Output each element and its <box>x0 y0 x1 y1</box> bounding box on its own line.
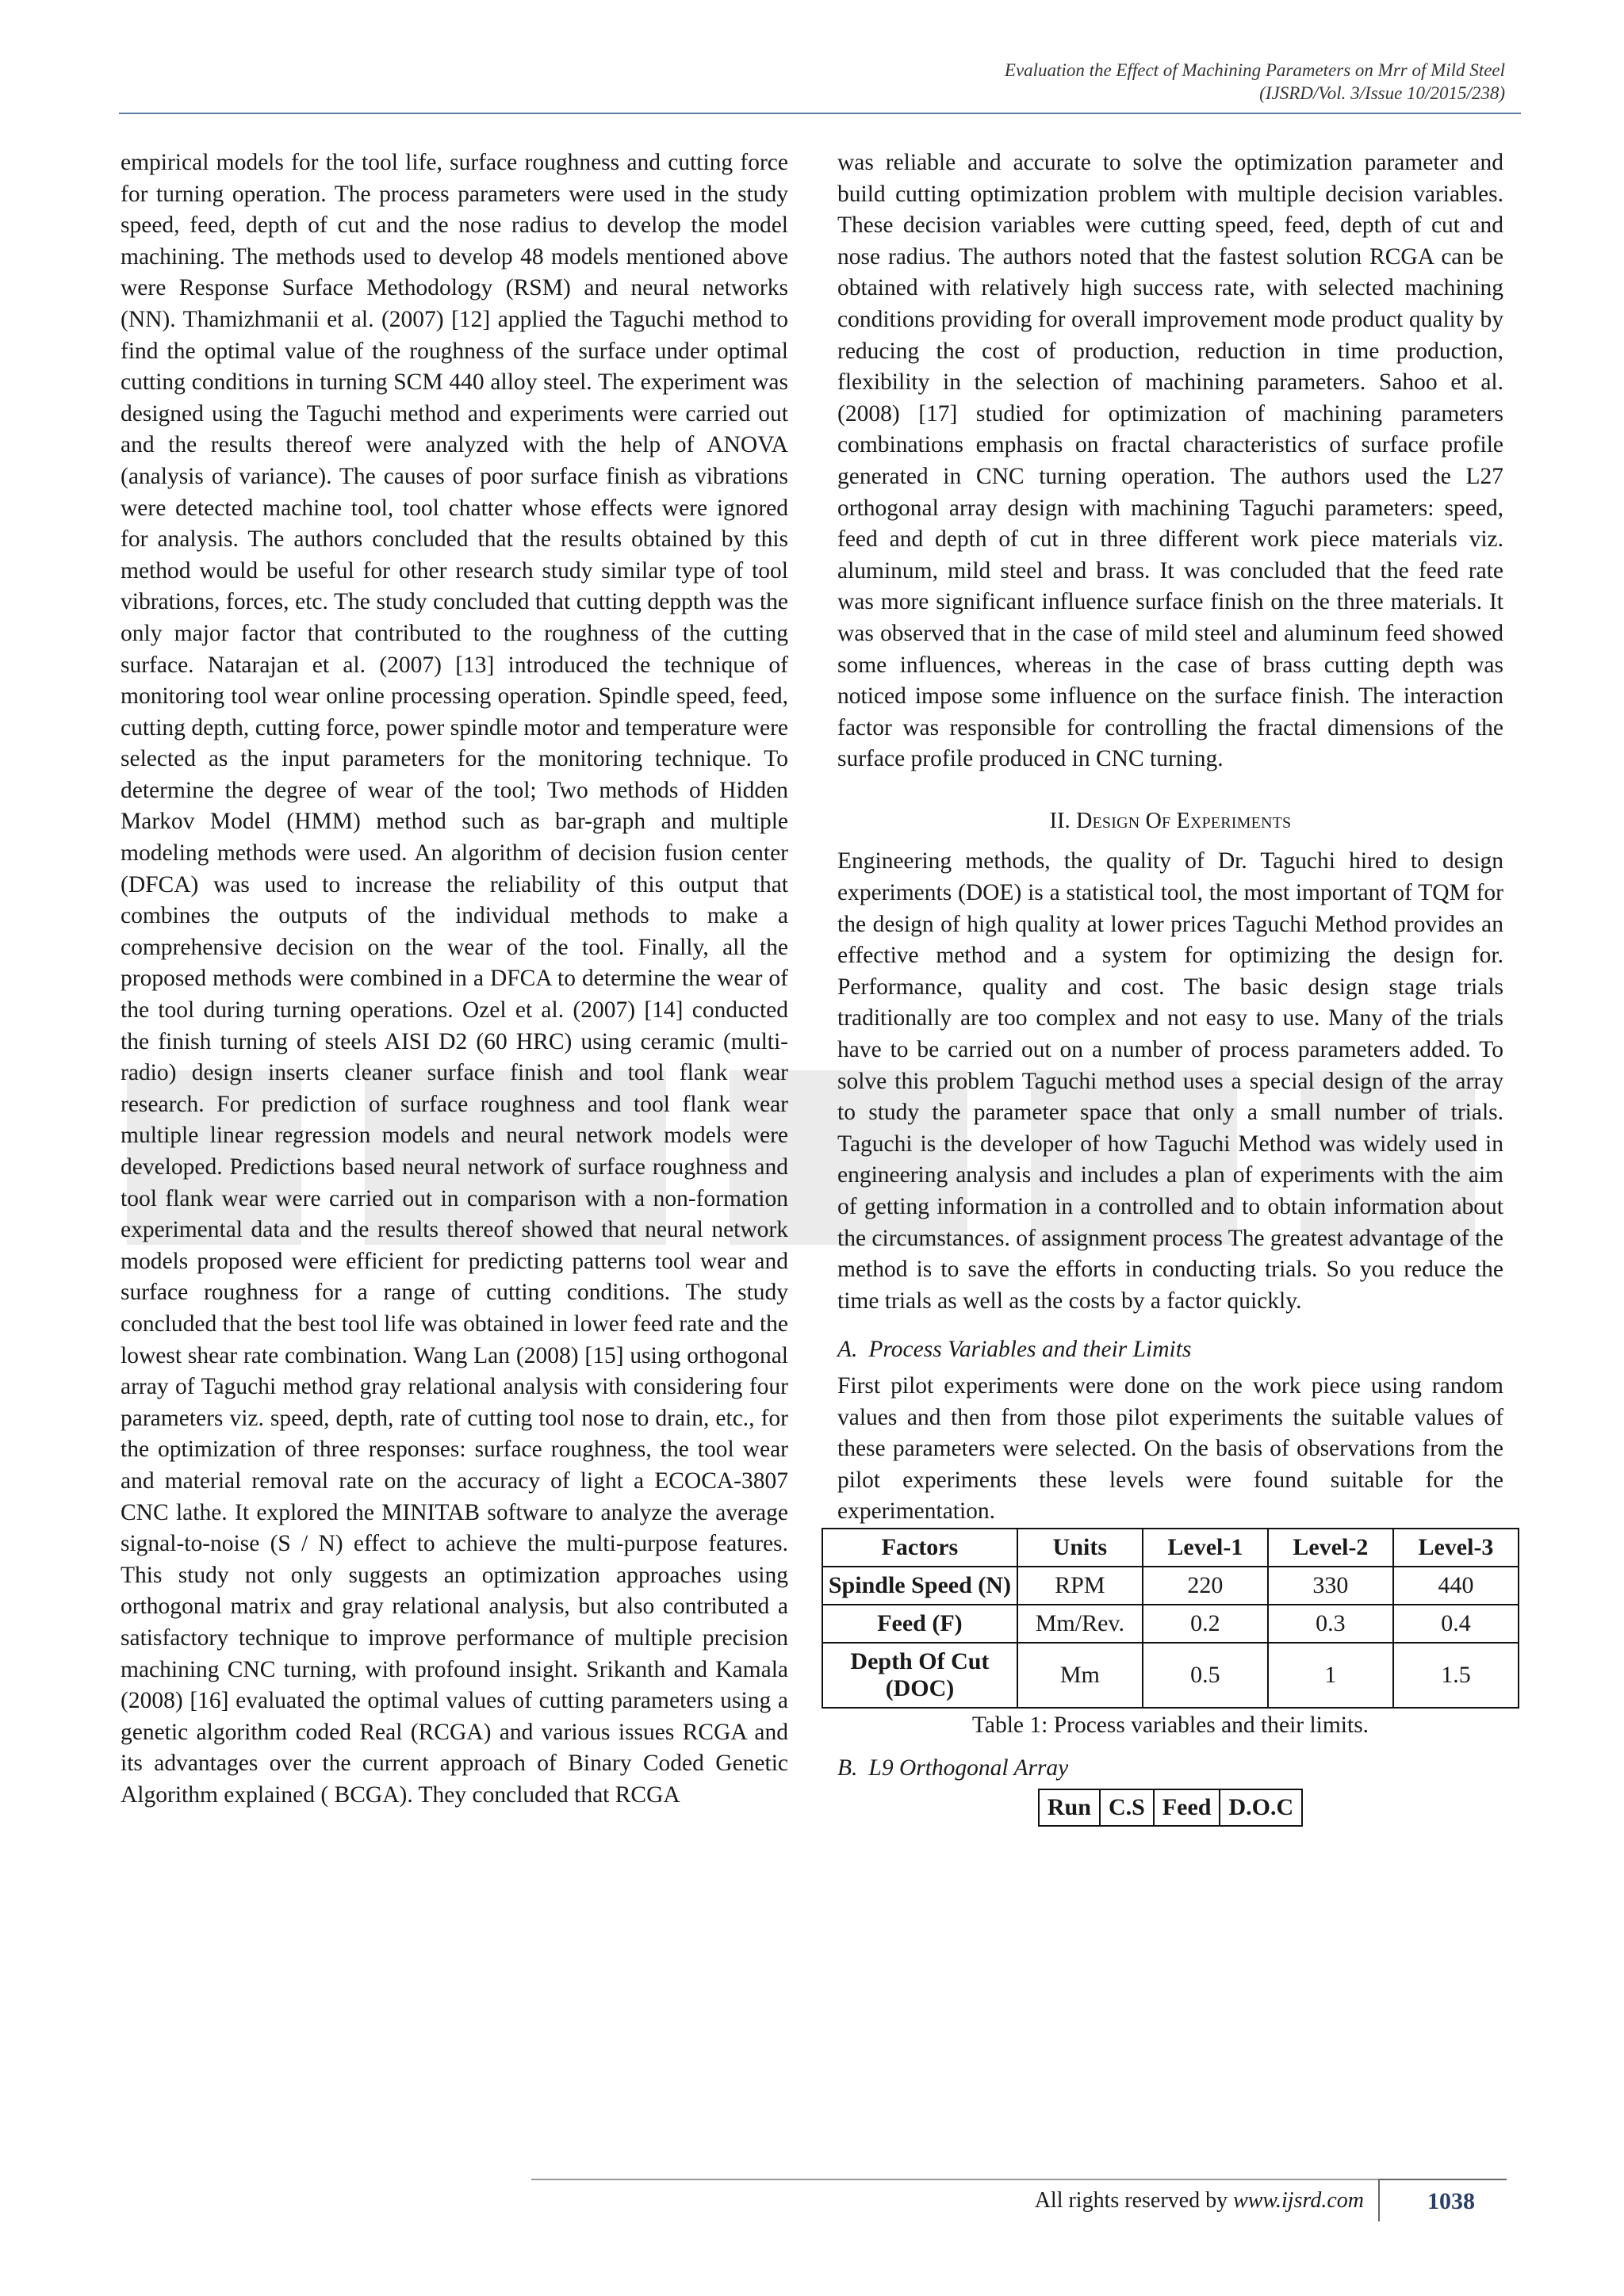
page-number: 1038 <box>1427 2188 1475 2214</box>
subsection-title: L9 Orthogonal Array <box>868 1755 1069 1781</box>
header-title: Evaluation the Effect of Machining Parameters on Mrr of Mild Steel <box>1004 60 1505 80</box>
section-title: Design Of Experiments <box>1076 808 1292 833</box>
right-column <box>828 147 1503 1827</box>
table-caption: Table 1: Process variables and their limits. <box>971 1712 1369 1738</box>
table-row <box>822 1643 1519 1708</box>
header-divider <box>119 113 1521 114</box>
subsection-label: B. <box>837 1755 858 1781</box>
table-row <box>822 1605 1519 1643</box>
table-cell: 220 <box>1143 1567 1268 1605</box>
table-header-cell: Level-3 <box>1393 1529 1519 1567</box>
table-header-row <box>1039 1789 1302 1826</box>
table-cell: Spindle Speed (N) <box>822 1567 1017 1605</box>
table-header-cell: Feed <box>1154 1789 1220 1826</box>
table-header-cell: D.O.C <box>1220 1789 1302 1826</box>
running-header <box>119 59 1505 105</box>
orthogonal-array-table <box>1038 1789 1303 1827</box>
process-variables-table <box>822 1528 1519 1709</box>
site-link[interactable]: www.ijsrd.com <box>1233 2188 1364 2213</box>
table-cell: 1.5 <box>1393 1643 1519 1708</box>
left-column <box>121 147 788 1811</box>
subsection-heading-a <box>837 1334 1503 1366</box>
body-paragraph: Engineering methods, the quality of Dr. Taguchi hired to design experiments (DOE) is a statistical tool, the most important of TQM for the design of high quality at lower prices Taguchi Method provides an effective method and a system for optimizing the design for. Performance, quality and cost. The basic design stage trials traditionally are too complex and not easy to use. Many of the trials have to be carried out on a number of process parameters added. To solve this problem Taguchi method uses a special design of the array to study the parameter space that only a small number of trials. Taguchi is the developer of how Taguchi Method was widely used in engineering analysis and includes a plan of experiments with the aim of getting information in a controlled and to obtain information about the circumstances. of assignment process The greatest advantage of the method is to save the efforts in conducting trials. So you reduce the time trials as well as the costs by a factor quickly. <box>837 848 1503 1314</box>
table-header-cell: Units <box>1017 1529 1143 1567</box>
copyright-notice <box>1035 2188 1364 2214</box>
subsection-heading-b <box>837 1753 1503 1785</box>
table-cell: Mm/Rev. <box>1017 1605 1143 1643</box>
section-heading <box>837 806 1503 837</box>
table-row <box>822 1567 1519 1605</box>
body-paragraph: First pilot experiments were done on the work piece using random values and then from those pilot experiments the suitable values of these parameters were selected. On the basis of observations from the pilot experiments these levels were found suitable for the experimentation. <box>837 1372 1503 1525</box>
table-header-cell: Level-2 <box>1268 1529 1393 1567</box>
body-paragraph: was reliable and accurate to solve the optimization parameter and build cutting optimization problem with multiple decision variables. These decision variables were cutting speed, feed, depth of cut and nose radius. The authors noted that the fastest solution RCGA can be obtained with relatively high success rate, with selected machining conditions providing for overall improvement mode product quality by reducing the cost of production, reduction in time production, flexibility in the selection of machining parameters. Sahoo et al. (2008) [17] studied for optimization of machining parameters combinations emphasis on fractal characteristics of surface profile generated in CNC turning operation. The authors used the L27 orthogonal array design with machining Taguchi parameters: speed, feed and depth of cut in three different work piece materials viz. aluminum, mild steel and brass. It was concluded that the feed rate was more significant influence surface finish on the three materials. It was observed that in the case of mild steel and aluminum feed showed some influences, whereas in the case of brass cutting depth was noticed impose some influence on the surface finish. The interaction factor was responsible for controlling the fractal dimensions of the surface profile produced in CNC turning. <box>837 150 1503 772</box>
table-header-cell: Factors <box>822 1529 1017 1567</box>
page-footer <box>119 2179 1507 2226</box>
table-cell: RPM <box>1017 1567 1143 1605</box>
table-cell: 440 <box>1393 1567 1519 1605</box>
table-header-cell: Level-1 <box>1143 1529 1268 1567</box>
subsection-label: A. <box>837 1337 858 1363</box>
body-paragraph: empirical models for the tool life, surface roughness and cutting force for turning operation. The process parameters were used in the study speed, feed, depth of cut and the nose radius to develop the model machining. The methods used to develop 48 models mentioned above were Response Surface Methodology (RSM) and neural networks (NN). Thamizhmanii et al. (2007) [12] applied the Taguchi method to find the optimal value of the roughness of the surface under optimal cutting conditions in turning SCM 440 alloy steel. The experiment was designed using the Taguchi method and experiments were carried out and the results thereof were analyzed with the help of ANOVA (analysis of variance). The causes of poor surface finish as vibrations were detected machine tool, tool chatter whose effects were ignored for analysis. The authors concluded that the results obtained by this method would be useful for other research study similar type of tool vibrations, forces, etc. The study concluded that cutting deppth was the only major factor that contributed to the roughness of the cutting surface. Natarajan et al. (2007) [13] introduced the technique of monitoring tool wear online processing operation. Spindle speed, feed, cutting depth, cutting force, power spindle motor and temperature were selected as the input parameters for the monitoring technique. To determine the degree of wear of the tool; Two methods of Hidden Markov Model (HMM) method such as bar-graph and multiple modeling methods were used. An algorithm of decision fusion center (DFCA) was used to increase the reliability of this output that combines the outputs of the individual methods to make a comprehensive decision on the wear of the tool. Finally, all the proposed methods were combined in a DFCA to determine the wear of the tool during turning operations. Ozel et al. (2007) [14] conducted the finish turning of steels AISI D2 (60 HRC) using ceramic (multi-radio) design inserts cleaner surface finish and tool flank wear research. For prediction of surface roughness and tool flank wear multiple linear regression models and neural network models were developed. Predictions based neural network of surface roughness and tool flank wear were carried out in comparison with a non-formation experimental data and the results thereof showed that neural network models proposed were efficient for predicting patterns tool wear and surface roughness for a range of cutting conditions. The study concluded that the best tool life was obtained in lower feed rate and the lowest shear rate combination. Wang Lan (2008) [15] using orthogonal array of Taguchi method gray relational analysis with considering four parameters viz. speed, depth, rate of cutting tool nose to drain, etc., for the optimization of three responses: surface roughness, the tool wear and material removal rate on the accuracy of light a ECOCA-3807 CNC lathe. It explored the MINITAB software to analyze the average signal-to-noise (S / N) effect to achieve the multi-purpose features. This study not only suggests an optimization approaches using orthogonal matrix and gray relational analysis, but also contributed a satisfactory technique to improve performance of multiple precision machining CNC turning, with profound insight. Srikanth and Kamala (2008) [16] evaluated the optimal values of cutting parameters using a genetic algorithm coded Real (RCGA) and various issues RCGA and its advantages over the current approach of Binary Coded Genetic Algorithm explained ( BCGA). They concluded that RCGA <box>121 150 788 1808</box>
table-header-cell: C.S <box>1100 1789 1154 1826</box>
table-header-row <box>822 1529 1519 1567</box>
table-cell: Depth Of Cut (DOC) <box>822 1643 1017 1708</box>
table-cell: 0.4 <box>1393 1605 1519 1643</box>
table-cell: 0.3 <box>1268 1605 1393 1643</box>
section-number: II. <box>1049 808 1071 833</box>
header-citation: (IJSRD/Vol. 3/Issue 10/2015/238) <box>1259 83 1505 103</box>
footer-divider <box>531 2179 1507 2180</box>
rights-text: All rights reserved by <box>1034 2188 1228 2213</box>
table-header-cell: Run <box>1039 1789 1100 1826</box>
table-cell: Feed (F) <box>822 1605 1017 1643</box>
table-cell: 1 <box>1268 1643 1393 1708</box>
subsection-title: Process Variables and their Limits <box>868 1337 1192 1363</box>
table-cell: 0.2 <box>1143 1605 1268 1643</box>
table-cell: 330 <box>1268 1567 1393 1605</box>
table-cell: 0.5 <box>1143 1643 1268 1708</box>
table-cell: Mm <box>1017 1643 1143 1708</box>
